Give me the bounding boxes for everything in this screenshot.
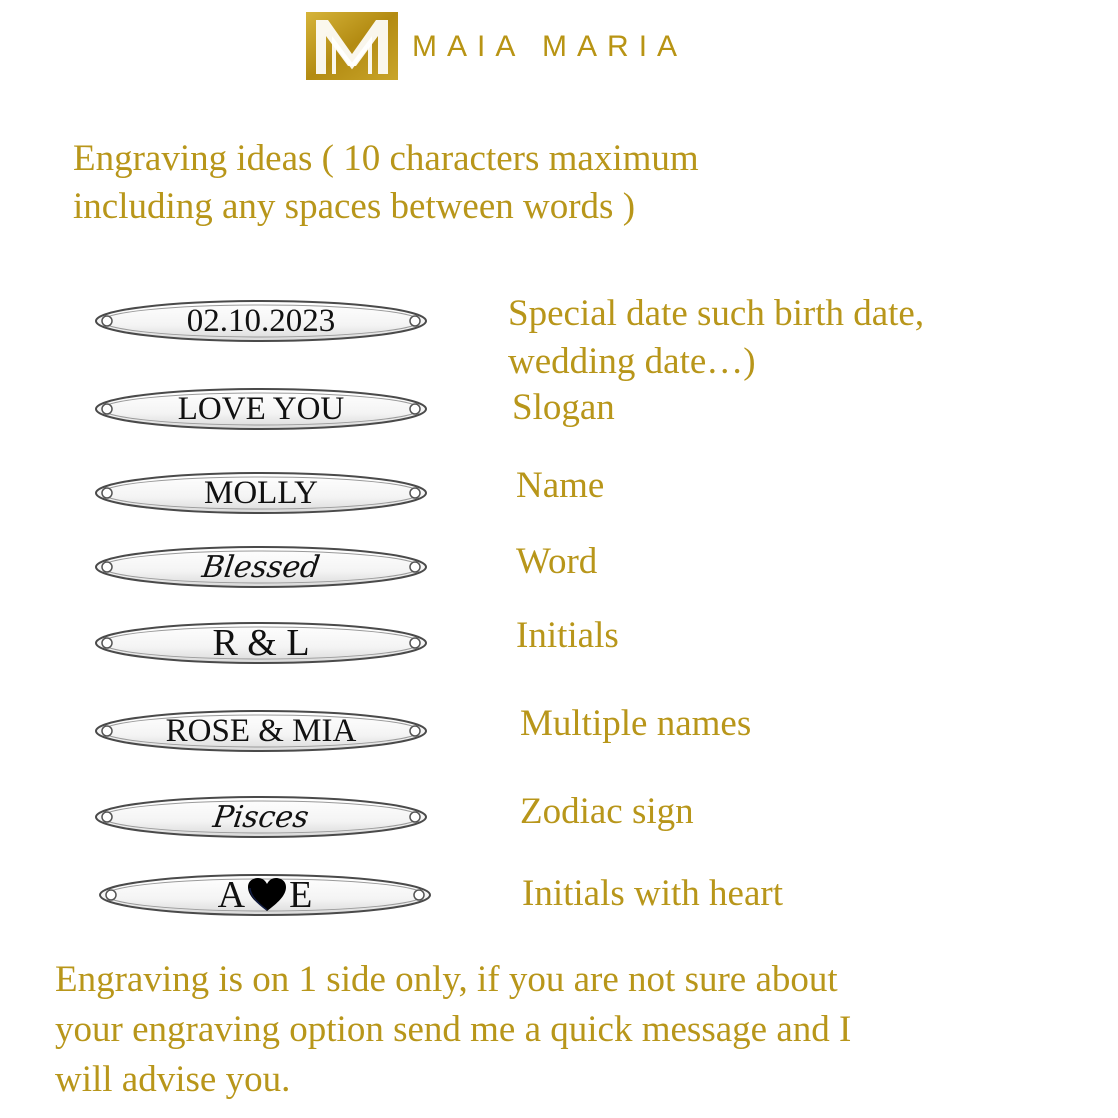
maia-maria-logo <box>306 12 398 80</box>
engraving-text <box>98 872 432 918</box>
description-line-1: Special date such birth date, <box>508 293 925 334</box>
engraving-plate <box>94 620 428 666</box>
engraving-plate <box>94 386 428 432</box>
intro-text <box>73 135 973 231</box>
footer-line-3: will advise you. <box>55 1059 291 1100</box>
engraving-text: R & L <box>212 622 310 664</box>
example-description: Slogan <box>512 387 615 428</box>
example-description: Zodiac sign <box>520 791 694 832</box>
footer-note <box>55 955 1095 1105</box>
heart-icon <box>247 877 287 913</box>
engraving-initial-right: E <box>289 874 313 916</box>
example-description: Name <box>516 465 605 506</box>
engraving-plate <box>94 298 428 344</box>
engraving-plate <box>98 872 432 918</box>
footer-line-1: Engraving is on 1 side only, if you are not sure about <box>55 959 838 1000</box>
example-description: Initials with heart <box>522 873 783 914</box>
example-description: Word <box>516 541 598 582</box>
brand-name: MAIA MARIA <box>412 30 688 63</box>
example-description <box>508 290 924 386</box>
engraving-text: Pisces <box>210 799 312 835</box>
engraving-plate <box>94 794 428 840</box>
intro-line-2: including any spaces between words ) <box>73 186 636 227</box>
engraving-text: Blessed <box>199 549 323 585</box>
example-description: Initials <box>516 615 619 656</box>
engraving-text: MOLLY <box>203 474 319 511</box>
engraving-text: 02.10.2023 <box>186 302 336 339</box>
engraving-plate <box>94 470 428 516</box>
intro-line-1: Engraving ideas ( 10 characters maximum <box>73 138 699 179</box>
engraving-initial-left: A <box>217 874 246 916</box>
engraving-text: ROSE & MIA <box>165 712 357 749</box>
engraving-text: LOVE YOU <box>177 390 345 427</box>
engraving-plate <box>94 708 428 754</box>
engraving-plate <box>94 544 428 590</box>
footer-line-2: your engraving option send me a quick message and I <box>55 1009 852 1050</box>
description-line-2: wedding date…) <box>508 341 756 382</box>
example-description: Multiple names <box>520 703 752 744</box>
